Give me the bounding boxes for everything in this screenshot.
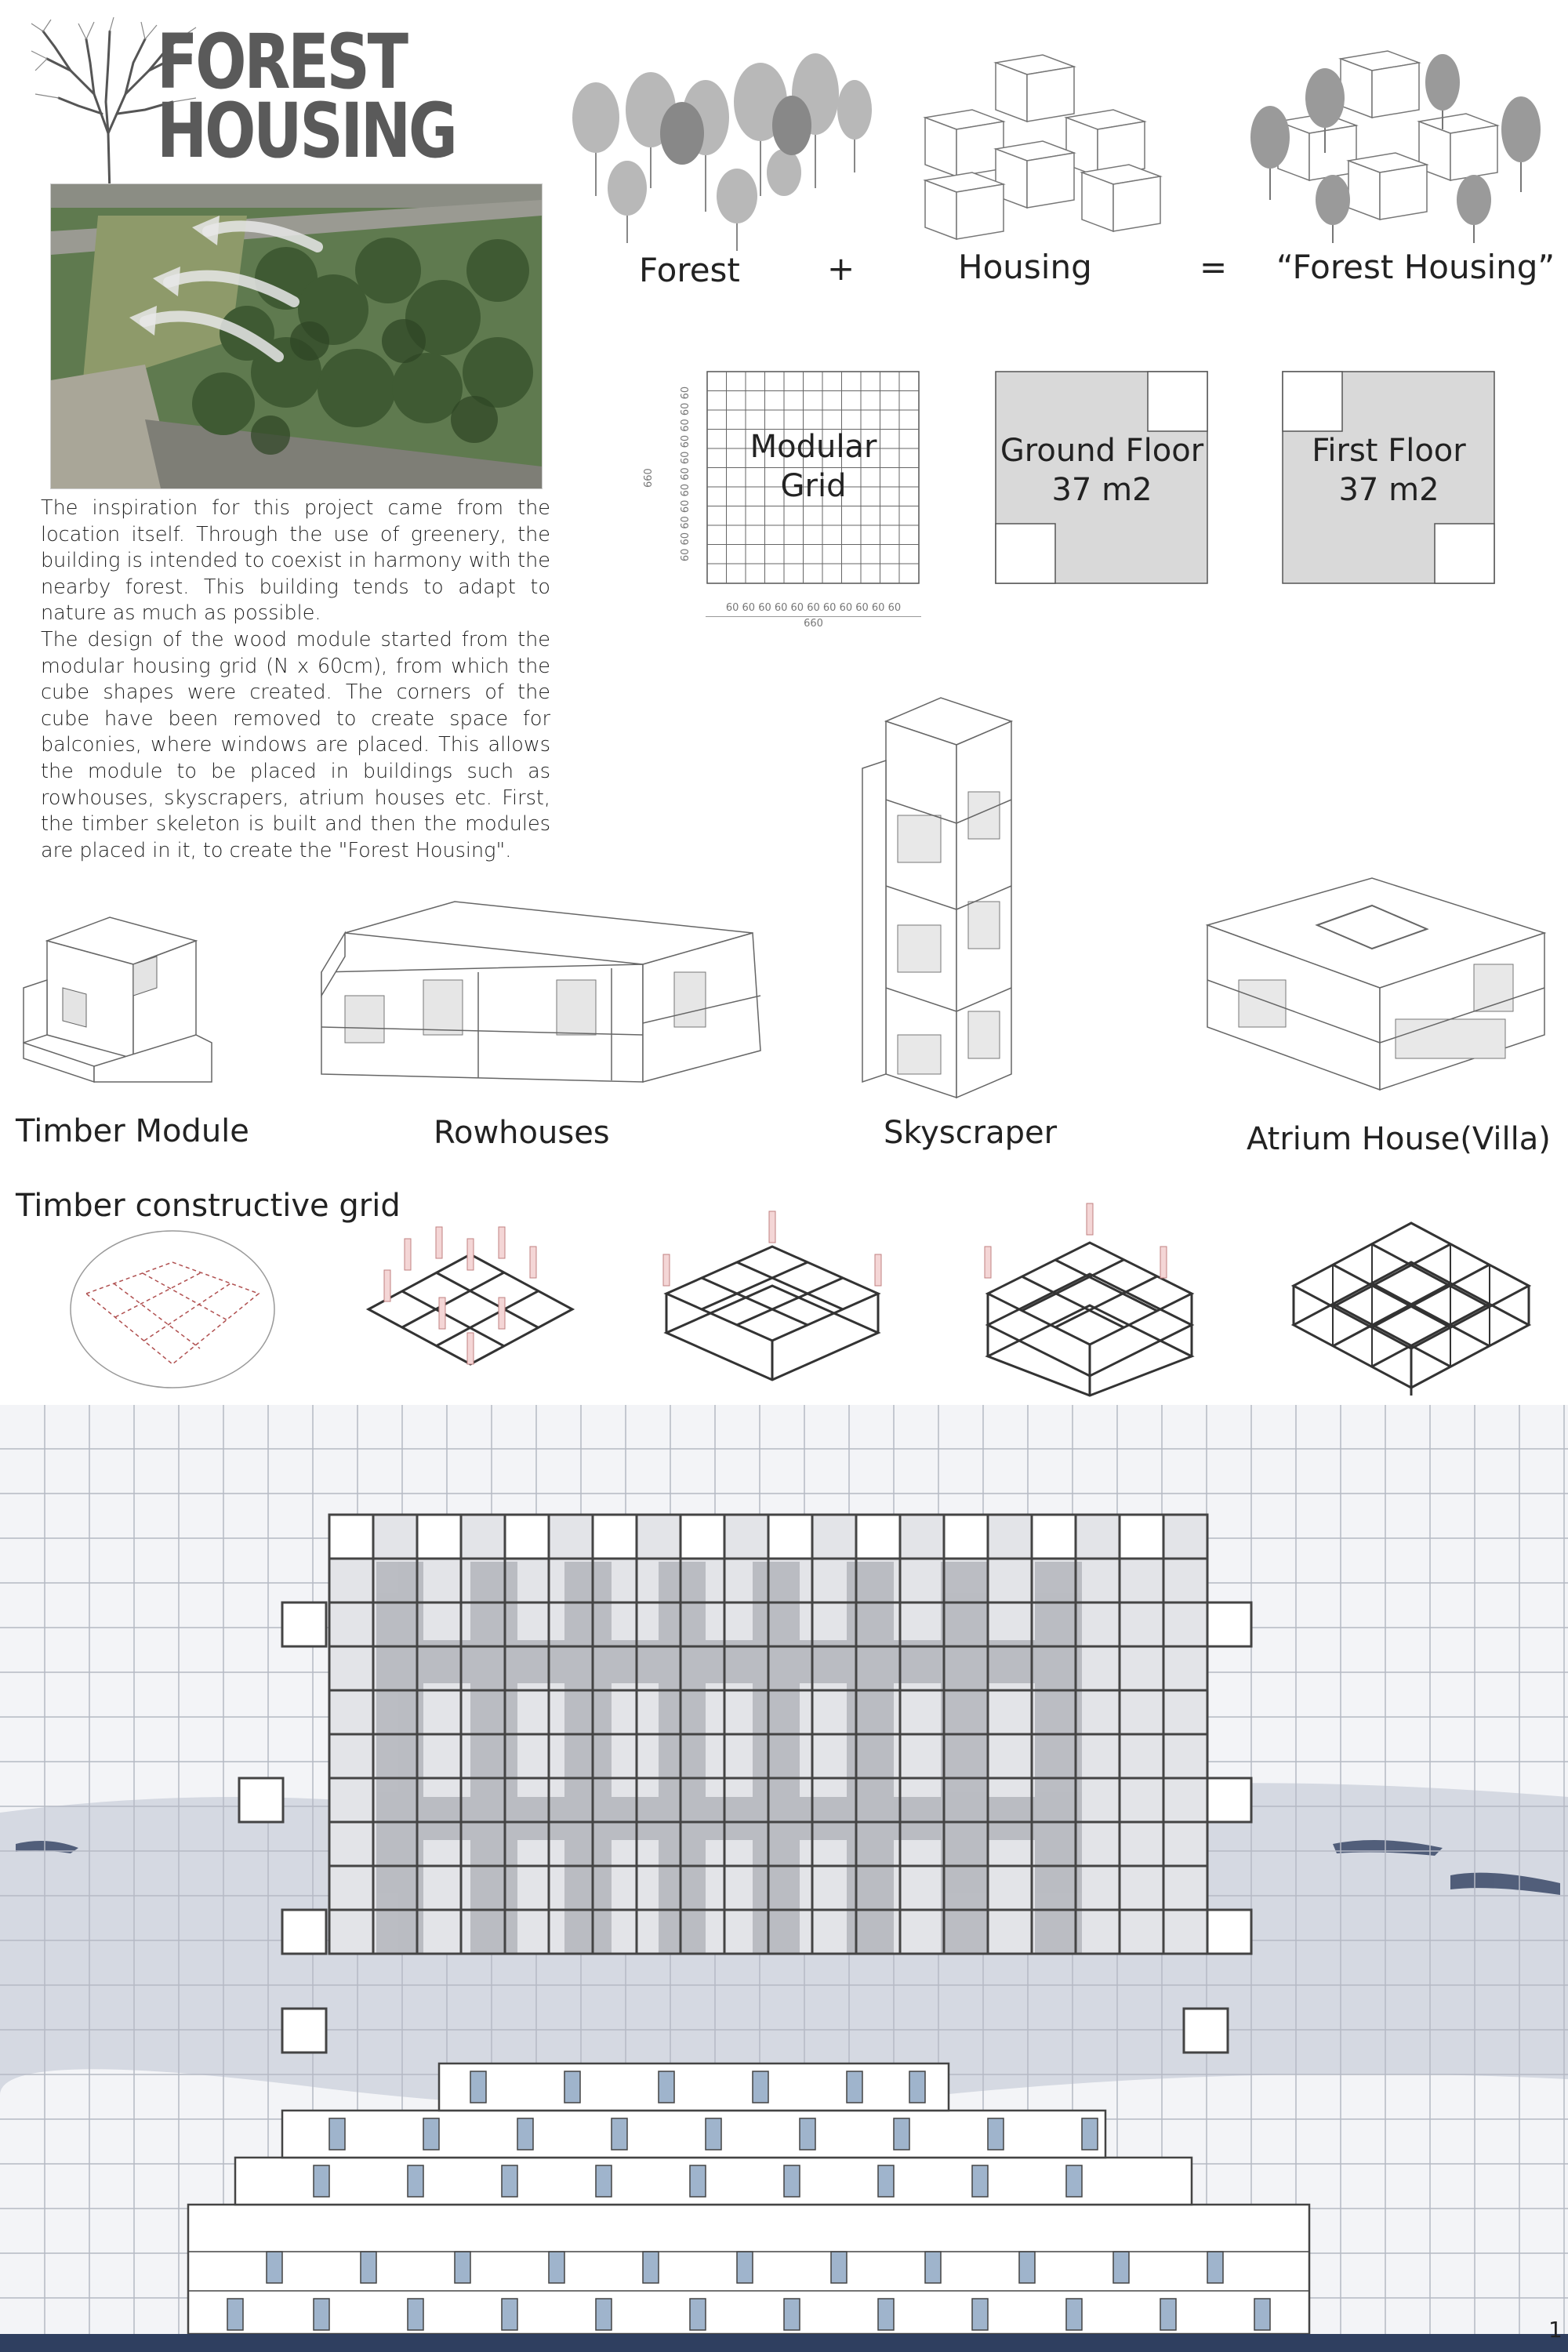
- housing-cubes-illustration: [909, 47, 1192, 243]
- grid-dimension-horizontal: 60 60 60 60 60 60 60 60 60 60 60: [725, 602, 902, 614]
- construct-step-1-sketch: [63, 1223, 282, 1396]
- grid-dimension-vertical: 60 60 60 60 60 60 60 60 60 60 60: [680, 386, 691, 562]
- construct-step-4-frame: [972, 1200, 1207, 1403]
- title-block: [16, 16, 456, 196]
- constructive-grid-title: Timber constructive grid: [16, 1188, 401, 1224]
- description-paragraph-1: The inspiration for this project came from the location itself. Through the use of greenery, the building is intended to coexist in harmony with the nearby forest. This building tends to adapt to nature as much as possible.: [41, 496, 550, 626]
- equation-housing-label: Housing: [958, 248, 1092, 286]
- modular-grid-label-line-1: Modular: [750, 429, 877, 465]
- equation-plus-sign: +: [827, 249, 855, 288]
- ground-floor-area: 37 m2: [1051, 472, 1152, 508]
- page-number: 1: [1548, 2317, 1563, 2343]
- construct-step-2-foundations: [361, 1223, 580, 1396]
- equation-equals-sign: =: [1200, 248, 1228, 286]
- plan-and-elevation-drawing: [0, 1405, 1568, 2352]
- aerial-site-photo: [50, 183, 543, 489]
- atrium-house-drawing: [1176, 862, 1560, 1121]
- page-title: [157, 18, 456, 175]
- rowhouses-drawing: [298, 886, 768, 1098]
- grid-dimension-total: 660: [804, 618, 823, 630]
- modular-grid-label-line-2: Grid: [780, 468, 847, 504]
- first-floor-label-line-1: First Floor: [1312, 433, 1466, 469]
- forest-housing-illustration: [1239, 43, 1552, 247]
- project-description: [41, 495, 550, 864]
- equation-result-label: “Forest Housing”: [1276, 248, 1555, 286]
- modular-grid-label: [706, 427, 921, 506]
- rowhouses-label: Rowhouses: [434, 1115, 610, 1151]
- timber-module-label: Timber Module: [16, 1113, 249, 1149]
- first-floor-label: [1281, 431, 1497, 510]
- skyscraper-label: Skyscraper: [884, 1115, 1058, 1151]
- grid-dimension-line: [706, 616, 921, 617]
- timber-module-drawing: [16, 909, 220, 1098]
- title-line-2: HOUSING: [157, 87, 456, 175]
- construct-step-3-frame: [659, 1207, 886, 1403]
- description-paragraph-2: The design of the wood module started from the modular housing grid (N x 60cm), from which the cube shapes were created. The corners of the cube have been removed to create space for balconies, where windows are placed. This allows the module to be placed in buildings such as rowhouses, skyscrapers, atrium houses etc. First, the timber skeleton is built and then the modules are placed in it, to create the "Forest Housing".: [41, 627, 550, 862]
- ground-floor-label: [994, 431, 1210, 510]
- equation-forest-label: Forest: [639, 251, 740, 289]
- atrium-house-label: Atrium House(Villa): [1247, 1121, 1551, 1157]
- skyscraper-drawing: [855, 690, 1058, 1113]
- title-line-1: FOREST: [157, 18, 406, 106]
- first-floor-area: 37 m2: [1338, 472, 1439, 508]
- construct-step-5-frame: [1286, 1207, 1537, 1411]
- grid-dimension-vertical-total: 660: [643, 468, 655, 488]
- forest-trees-illustration: [549, 31, 878, 251]
- ground-floor-label-line-1: Ground Floor: [1000, 433, 1204, 469]
